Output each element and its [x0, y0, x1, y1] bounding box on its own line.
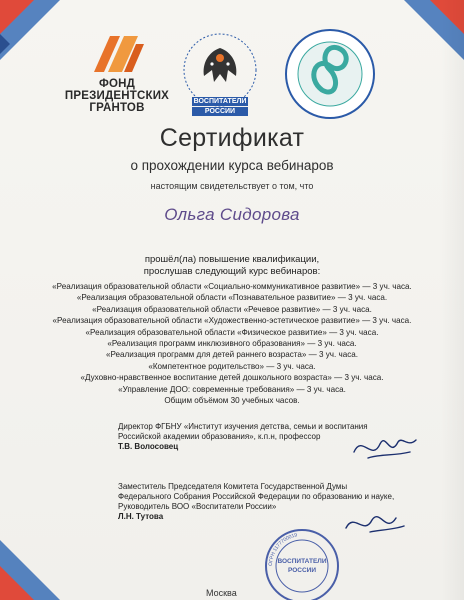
svg-text:ОГРН 1177700019: ОГРН 1177700019	[267, 532, 298, 567]
course-item: «Реализация программ для детей раннего возраста» — 3 уч. часа.	[105, 350, 358, 360]
course-item: «Реализация образовательной области «Познавательное развитие» — 3 уч. часа.	[76, 293, 388, 303]
fpg-line-1: ФОНД	[98, 78, 136, 90]
vr-brand-line-2: РОССИИ	[192, 107, 248, 116]
completion-statement	[0, 254, 464, 278]
certificate-title: Сертификат	[159, 124, 305, 152]
total-hours: Общим объёмом 30 учебных часов.	[164, 396, 300, 406]
vr-brand-line-1: ВОСПИТАТЕЛИ	[193, 98, 247, 105]
deputy-signature	[340, 508, 410, 542]
bottom-left-corner-decoration	[0, 540, 60, 600]
certifies-line: настоящим свидетельствует о том, что	[150, 181, 314, 191]
institute-childhood-family-logo	[282, 26, 378, 122]
director-signature	[350, 428, 420, 468]
course-item: «Реализация образовательной области «Физическое развитие» — 3 уч. часа.	[85, 327, 379, 337]
course-list	[0, 281, 464, 406]
signer-director-line-2: Российской академии образования», к.п.н, профессор	[118, 432, 321, 441]
scan-edge-shadow	[441, 0, 464, 600]
course-item: «Управление ДОО: современные требования» — 3 уч. часа.	[118, 384, 346, 394]
signer-director	[118, 422, 368, 452]
signer-deputy-line-1: Заместитель Председателя Комитета Государственной Думы	[118, 482, 348, 491]
fpg-line-3: ГРАНТОВ	[89, 102, 145, 114]
fpg-emblem-icon	[62, 30, 172, 76]
completion-line-1: прошёл(ла) повышение квалификации,	[144, 254, 320, 265]
signer-director-name: Т.В. Волосовец	[118, 442, 179, 451]
vospitateli-rossii-logo	[178, 30, 262, 120]
signer-deputy-name: Л.Н. Тутова	[118, 512, 164, 521]
signer-deputy-line-3: Руководитель ВОО «Воспитатели России»	[118, 502, 277, 511]
city-label: Москва	[206, 588, 237, 598]
presidential-grants-fund-logo	[62, 30, 172, 120]
course-item: «Компетентное родительство» — 3 уч. часа.	[148, 361, 316, 371]
top-left-corner-decoration	[0, 0, 60, 60]
recipient-name: Ольга Сидорова	[164, 205, 300, 224]
organization-stamp	[262, 526, 342, 600]
course-item: «Духовно-нравственное воспитание детей дошкольного возраста» — 3 уч. часа.	[80, 373, 384, 383]
svg-text:ВОСПИТАТЕЛИ: ВОСПИТАТЕЛИ	[277, 558, 327, 565]
completion-line-2: прослушав следующий курс вебинаров:	[143, 266, 321, 277]
certificate-subtitle: о прохождении курса вебинаров	[130, 158, 334, 173]
course-item: «Реализация образовательной области «Социально-коммуникативное развитие» — 3 уч. часа.	[52, 282, 412, 291]
signer-director-line-1: Директор ФГБНУ «Институт изучения детства, семьи и воспитания	[118, 422, 368, 431]
fpg-line-2: ПРЕЗИДЕНТСКИХ	[64, 90, 170, 102]
course-item: «Реализация образовательной области «Художественно-эстетическое развитие» — 3 уч. часа.	[52, 316, 412, 326]
course-item: «Реализация программ инклюзивного образования» — 3 уч. часа.	[107, 339, 357, 349]
vr-brand-block	[192, 96, 248, 116]
svg-text:РОССИИ: РОССИИ	[287, 567, 317, 574]
irde-emblem-icon	[282, 26, 378, 122]
course-item: «Реализация образовательной области «Речевое развитие» — 3 уч. часа.	[92, 304, 372, 314]
signer-deputy-line-2: Федерального Собрания Российской Федерации по образованию и науке,	[118, 492, 395, 501]
